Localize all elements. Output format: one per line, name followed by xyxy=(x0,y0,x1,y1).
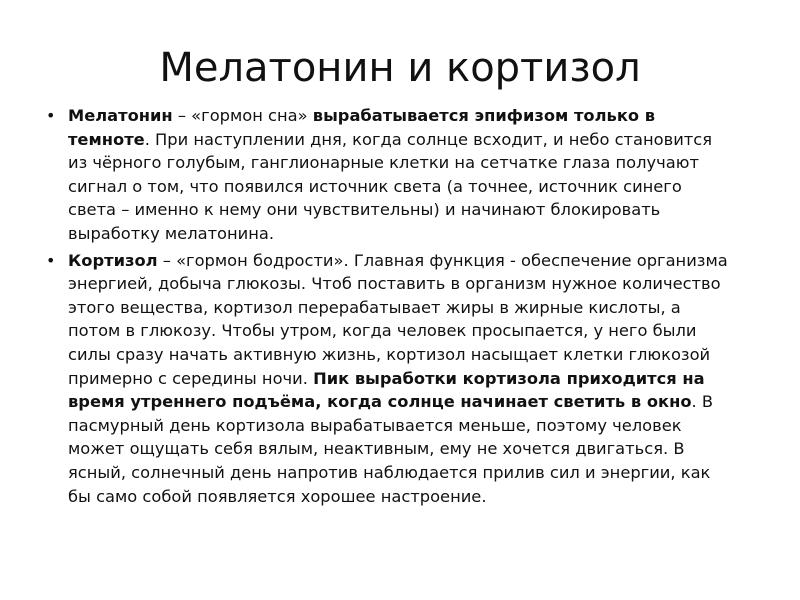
text-segment: – «гормон сна» xyxy=(172,106,313,125)
bullet-dot-icon: • xyxy=(46,106,56,125)
emphasis-segment: Пик выработки кортизола приходится на время утреннего подъёма, когда солнце начинает светить в окно xyxy=(68,368,705,412)
bullet-list xyxy=(40,104,730,511)
bullet-cortisol xyxy=(40,249,730,509)
slide-title: Мелатонин и кортизол xyxy=(159,45,641,91)
text-segment: . В пасмурный день кортизола вырабатывается меньше, поэтому человек может ощущать себя вялым, неактивным, ему не хочется двигаться. В ясный, солнечный день напротив наблюдается прилив сил и энергии, как бы само собой появляется хорошее настроение. xyxy=(68,392,714,506)
text-segment: – «гормон бодрости». Главная функция - обеспечение организма энергией, добыча глюкозы. Чтоб поставить в организм нужное количество этого вещества, кортизол перерабатывает жиры в жирные кислоты, а потом в глюкозу. Чтобы утром, когда человек просыпается, у него были силы сразу начать активную жизнь, кортизол насыщает клетки глюкозой примерно с середины ночи. xyxy=(68,250,728,388)
emphasis-segment: вырабатывается эпифизом только в темноте xyxy=(68,106,656,149)
term-cortisol: Кортизол xyxy=(68,250,158,270)
bullet-melatonin xyxy=(40,104,730,246)
bullet-dot-icon: • xyxy=(46,250,56,270)
term-melatonin: Мелатонин xyxy=(68,106,173,125)
text-segment: . При наступлении дня, когда солнце всходит, и небо становится из чёрного голубым, ганглионарные клетки на сетчатке глаза получают сигнал о том, что появился источник света (а точнее, источник синего света – именно к нему они чувствительны) и начинают блокировать выработку мелатонина. xyxy=(68,129,713,243)
